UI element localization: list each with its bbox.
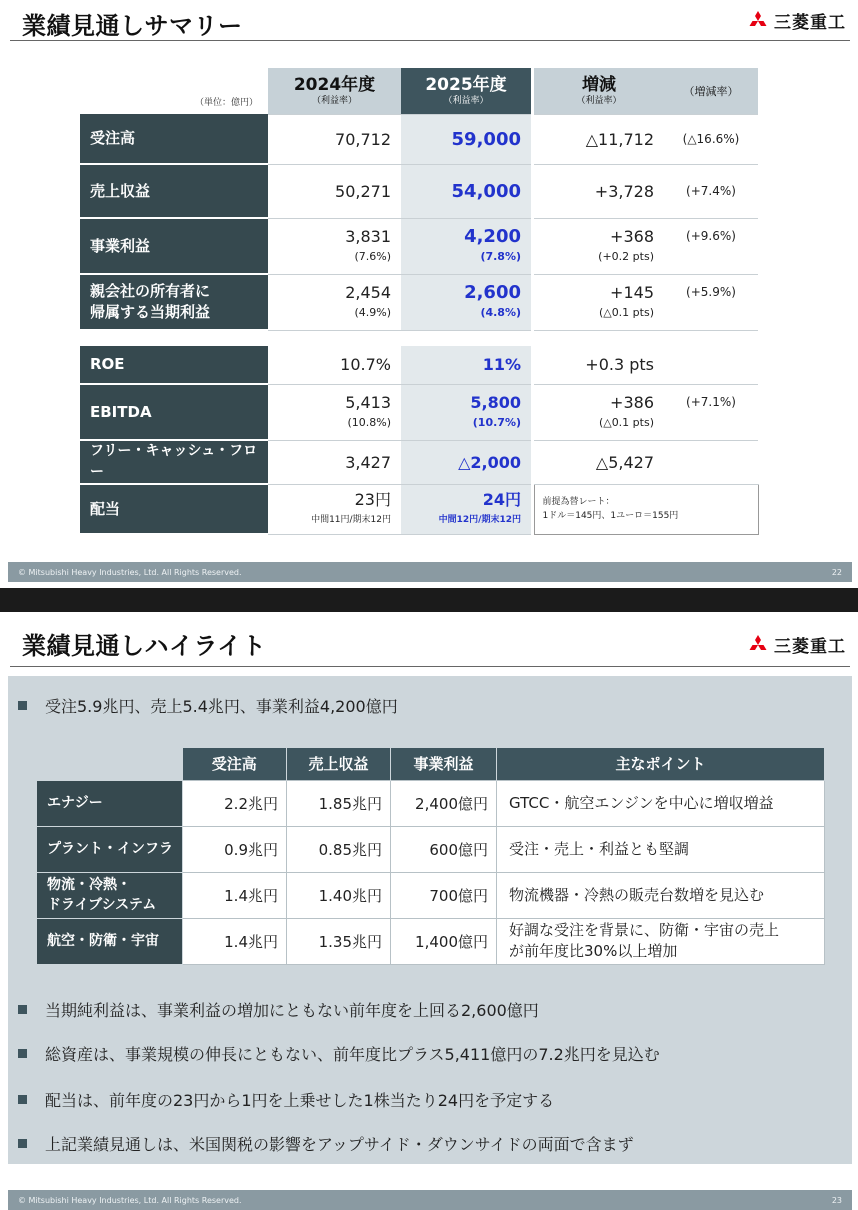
table-header-row [80,68,758,114]
col-revenue: 売上収益 [287,748,391,780]
margin-change: (△0.1 pts) [598,306,654,319]
table-row [37,918,825,964]
row-label: 売上収益 [80,164,268,218]
table-row [80,164,758,218]
unit-label: （単位：億円） [194,98,258,108]
value-fy2025: 24円 中間12円/期末12円 [401,484,531,534]
logo-text: 三菱重工 [774,13,846,33]
page-title: 業績見通しサマリー [22,12,243,40]
table-row [80,384,758,440]
bullet-square-icon [18,1095,27,1104]
value-fy2024: 23円 中間11円/期末12円 [268,484,401,534]
value-fy2025: 54,000 [401,164,531,218]
value-change: +0.3 pts [534,346,664,384]
highlight-slide [0,612,858,1205]
header-fy2024: 2024年度 （利益率） [268,68,401,114]
bullet-item: 受注5.9兆円、売上5.4兆円、事業利益4,200億円 [18,694,398,717]
segment-label: 航空・防衛・宇宙 [37,918,183,964]
value-fy2024: 70,712 [268,114,401,164]
segment-label: エナジー [37,780,183,826]
value-change: +386 (△0.1 pts) [534,384,664,440]
value-fy2024: 2,454 (4.9%) [268,274,401,330]
bullet-square-icon [18,1049,27,1058]
fx-rate-note: 前提為替レート： 1ドル＝145円、1ユーロ＝155円 [534,484,758,534]
row-label: 配当 [80,484,268,534]
segment-table [36,748,825,965]
three-diamonds-logo-icon [747,11,769,31]
bullet-item: 当期純利益は、事業利益の増加にともない前年度を上回る2,600億円 [18,998,539,1021]
value-change-rate: (+7.4%) [664,164,758,218]
summary-slide [0,0,858,588]
table-row [80,346,758,384]
segment-orders: 0.9兆円 [183,826,287,872]
value-change-rate [664,346,758,384]
three-diamonds-logo-icon [747,635,769,655]
margin-fy2025: (7.8%) [480,250,521,263]
segment-revenue: 0.85兆円 [287,826,391,872]
segment-revenue: 1.40兆円 [287,872,391,918]
logo-text: 三菱重工 [774,637,846,657]
header-change: 増減 （利益率） [534,68,664,114]
value-fy2025: 59,000 [401,114,531,164]
table-row [37,780,825,826]
segment-header-row [37,748,825,780]
company-logo [747,632,846,657]
value-fy2024: 50,271 [268,164,401,218]
margin-fy2024: (10.8%) [347,416,391,429]
value-fy2025: 11% [401,346,531,384]
bullet-square-icon [18,1139,27,1148]
value-fy2024: 3,831 (7.6%) [268,218,401,274]
col-orders: 受注高 [183,748,287,780]
margin-fy2024: (4.9%) [354,306,391,319]
value-change: +3,728 [534,164,664,218]
slide-separator [0,588,858,612]
value-change: △11,712 [534,114,664,164]
segment-profit: 2,400億円 [391,780,497,826]
value-change: △5,427 [534,440,664,484]
bullet-item: 上記業績見通しは、米国関税の影響をアップサイド・ダウンサイドの両面で含まず [18,1132,634,1155]
margin-change: (+0.2 pts) [598,250,654,263]
value-fy2025: 2,600 (4.8%) [401,274,531,330]
bullet-item: 配当は、前年度の23円から1円を上乗せした1株当たり24円を予定する [18,1088,554,1111]
table-row [80,114,758,164]
margin-fy2024: (7.6%) [354,250,391,263]
value-fy2025: 4,200 (7.8%) [401,218,531,274]
table-row [80,440,758,484]
segment-revenue: 1.85兆円 [287,780,391,826]
value-change-rate: (+9.6%) [664,218,758,274]
segment-profit: 1,400億円 [391,918,497,964]
table-row [80,274,758,330]
bullet-square-icon [18,701,27,710]
bullet-square-icon [18,1005,27,1014]
copyright: © Mitsubishi Heavy Industries, Ltd. All Rights Reserved. [18,567,242,577]
segment-profit: 700億円 [391,872,497,918]
segment-orders: 1.4兆円 [183,872,287,918]
page-number: 23 [831,1195,842,1205]
segment-revenue: 1.35兆円 [287,918,391,964]
value-change: +145 (△0.1 pts) [534,274,664,330]
summary-table [80,68,759,535]
segment-label: プラント・インフラ [37,826,183,872]
row-label: 受注高 [80,114,268,164]
row-label: 事業利益 [80,218,268,274]
margin-fy2025: (10.7%) [472,416,521,429]
row-label: フリー・キャッシュ・フロー [80,440,268,484]
page-number: 22 [831,567,842,577]
segment-label: 物流・冷熱・ ドライブシステム [37,872,183,918]
dividend-breakdown-fy2024: 中間11円/期末12円 [311,515,391,525]
row-label: 親会社の所有者に 帰属する当期利益 [80,274,268,330]
table-row [80,218,758,274]
table-row [37,826,825,872]
value-change-rate [664,440,758,484]
header-fy2025: 2025年度 （利益率） [401,68,531,114]
segment-point: 受注・売上・利益とも堅調 [497,826,825,872]
row-label: ROE [80,346,268,384]
segment-point: GTCC・航空エンジンを中心に増収増益 [497,780,825,826]
row-label: EBITDA [80,384,268,440]
value-fy2025: 5,800 (10.7%) [401,384,531,440]
copyright: © Mitsubishi Heavy Industries, Ltd. All Rights Reserved. [18,1195,242,1205]
segment-point: 好調な受注を背景に、防衛・宇宙の売上 が前年度比30%以上増加 [497,918,825,964]
table-row [80,484,758,534]
margin-fy2025: (4.8%) [480,306,521,319]
title-divider [10,666,850,667]
value-fy2024: 10.7% [268,346,401,384]
value-change: +368 (+0.2 pts) [534,218,664,274]
title-divider [10,40,850,41]
footer [8,562,852,582]
dividend-breakdown-fy2025: 中間12円/期末12円 [438,515,521,525]
company-logo [747,8,846,33]
col-profit: 事業利益 [391,748,497,780]
value-change-rate: (△16.6%) [664,114,758,164]
page-title: 業績見通しハイライト [22,632,267,660]
bullet-item: 総資産は、事業規模の伸長にともない、前年度比プラス5,411億円の7.2兆円を見込む [18,1042,660,1065]
table-row [37,872,825,918]
value-fy2024: 3,427 [268,440,401,484]
footer [8,1190,852,1210]
segment-point: 物流機器・冷熱の販売台数増を見込む [497,872,825,918]
value-change-rate: (+7.1%) [664,384,758,440]
margin-change: (△0.1 pts) [598,416,654,429]
segment-orders: 2.2兆円 [183,780,287,826]
value-fy2024: 5,413 (10.8%) [268,384,401,440]
segment-profit: 600億円 [391,826,497,872]
value-fy2025: △2,000 [401,440,531,484]
value-change-rate: (+5.9%) [664,274,758,330]
col-points: 主なポイント [497,748,825,780]
segment-orders: 1.4兆円 [183,918,287,964]
header-change-rate: （増減率） [664,68,758,114]
